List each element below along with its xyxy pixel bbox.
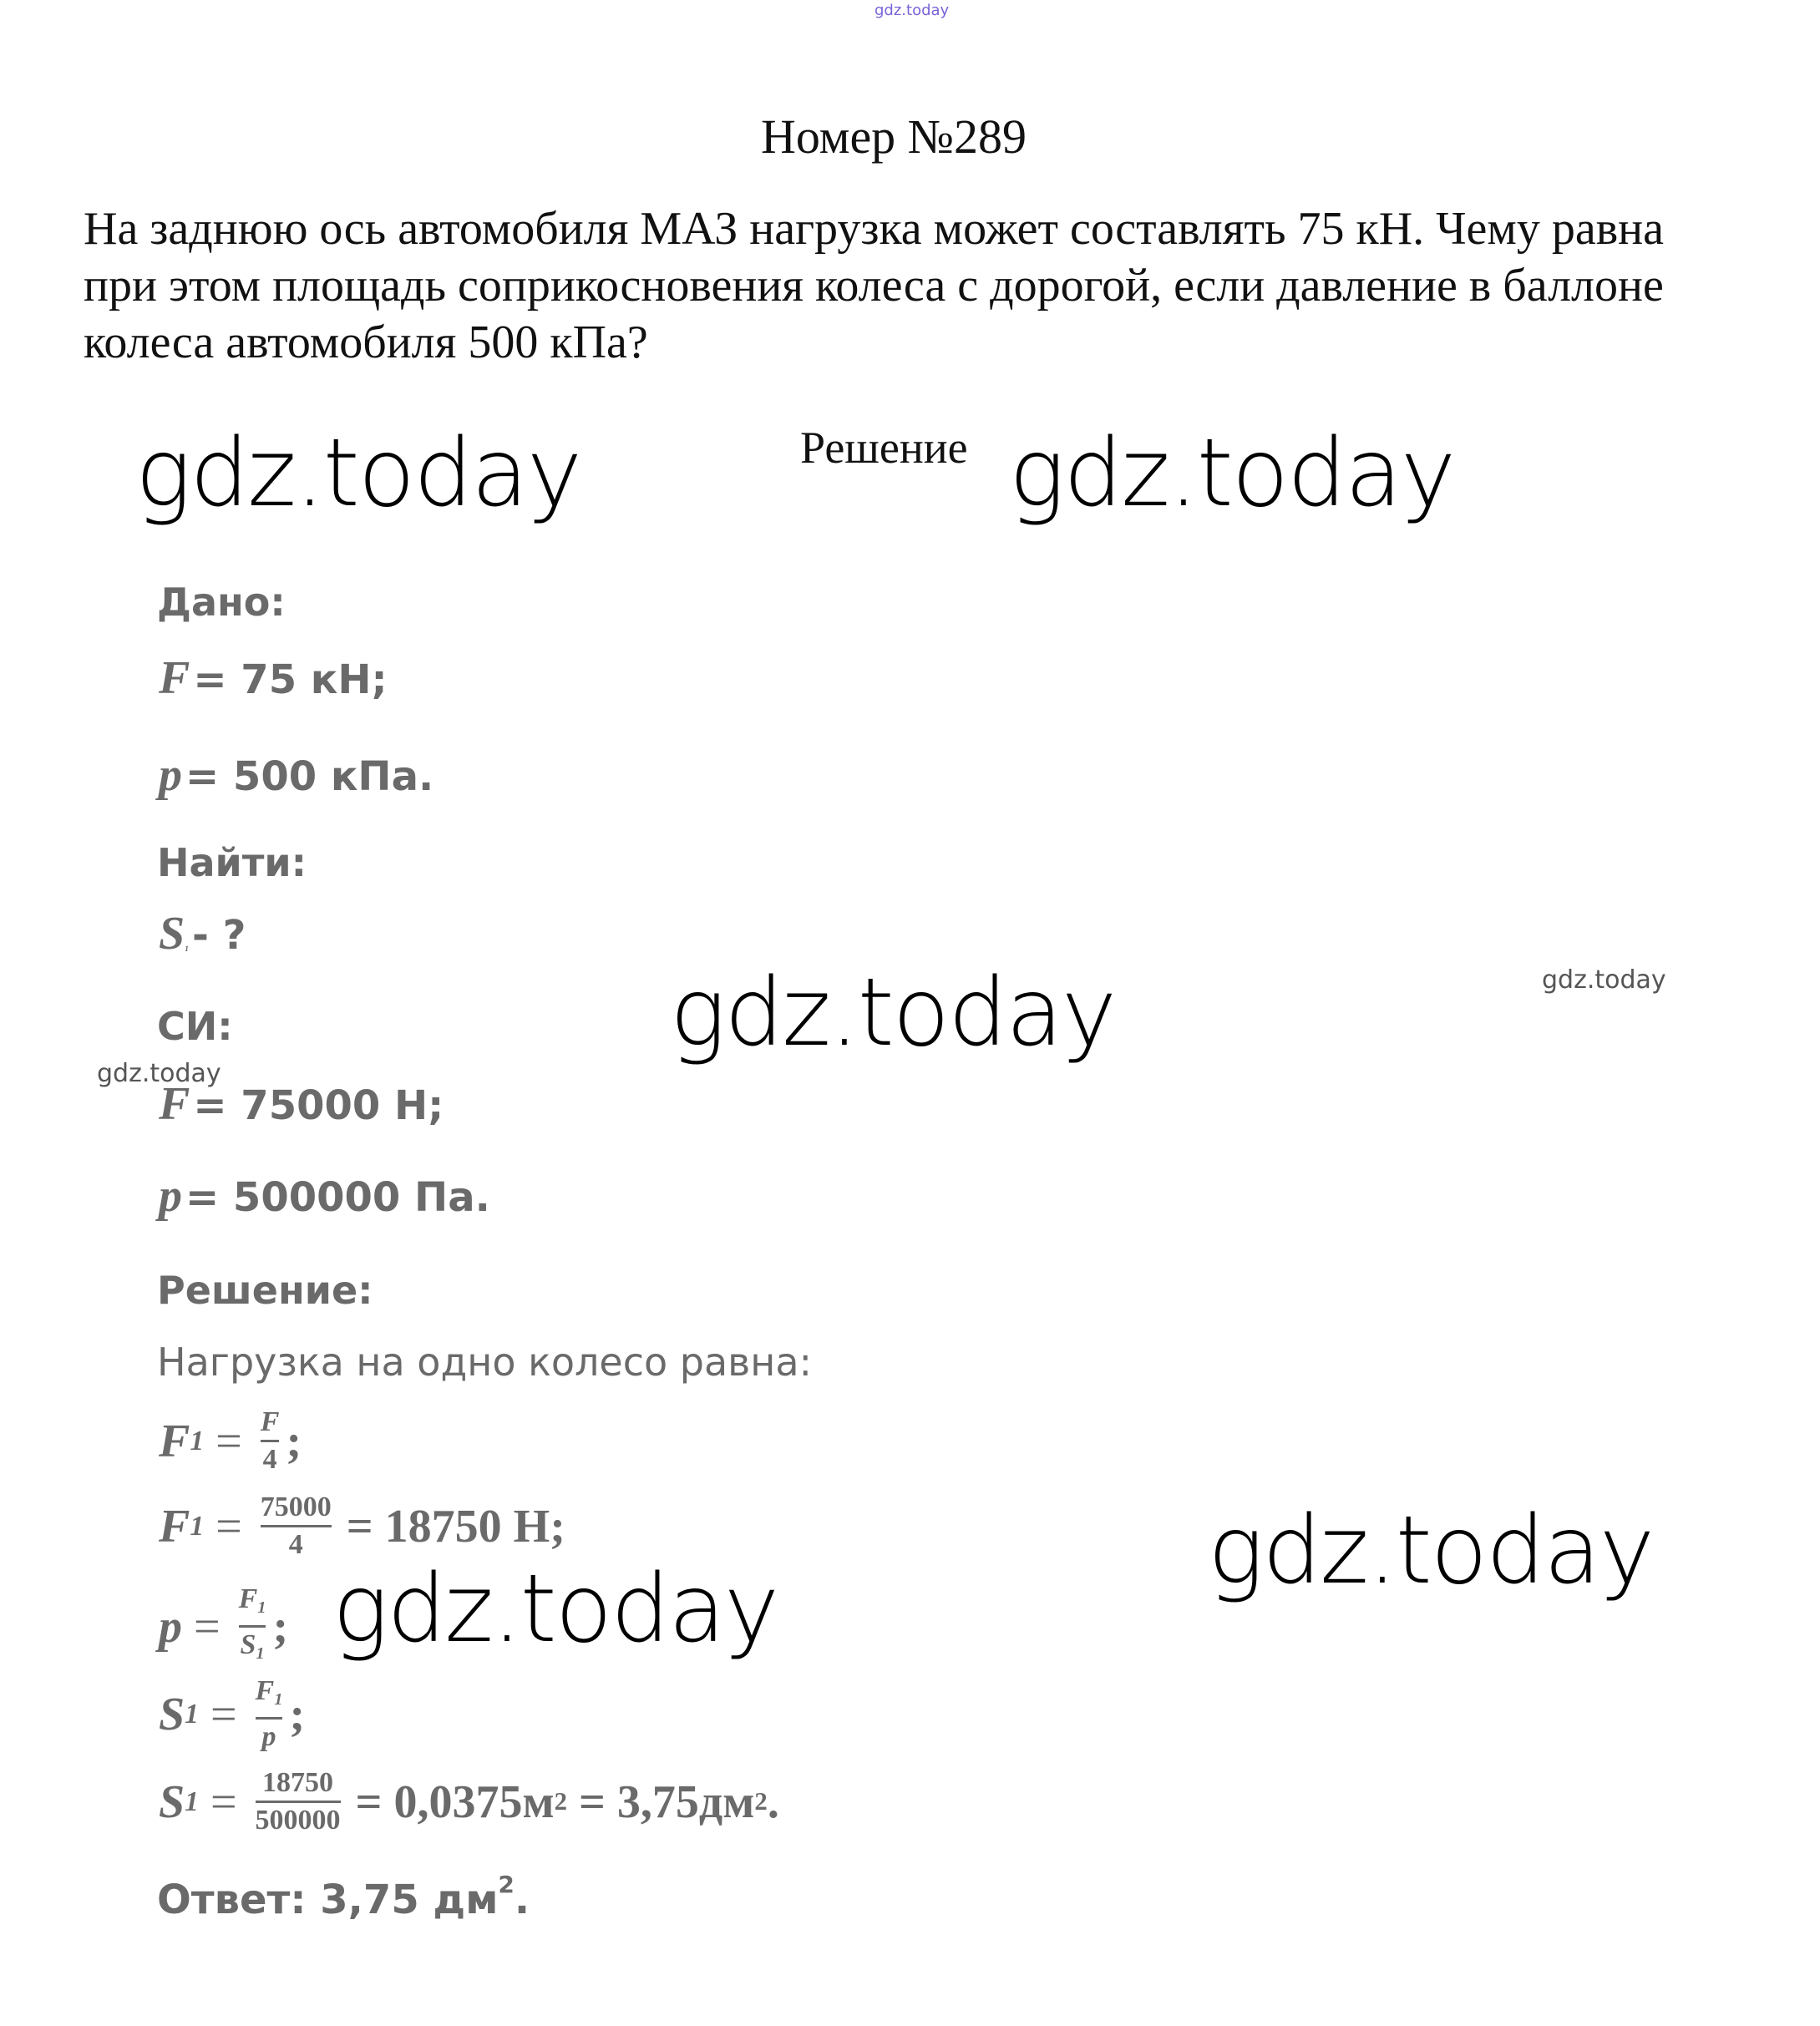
watermark: gdz.today	[1208, 1497, 1654, 1605]
fraction	[261, 1406, 280, 1476]
subscript: 1	[185, 1785, 199, 1817]
area-result-m2: = 0,0375м	[355, 1775, 555, 1828]
fraction-denominator: 4	[288, 1529, 303, 1560]
given-force-value: = 75 кН;	[193, 656, 388, 703]
watermark: gdz.today	[135, 419, 581, 528]
symbol-F: F	[238, 1583, 258, 1614]
formula-f1-value: F 1 = $\frac{75000}{4}$ = 18750 Н;	[159, 1492, 565, 1560]
symbol-S: S	[159, 1775, 185, 1828]
answer-text: Ответ: 3,75 дм	[157, 1877, 499, 1924]
symbol-F: F	[159, 1500, 190, 1552]
symbol-p: p	[159, 749, 182, 801]
area-result-dm2: = 3,75дм	[579, 1775, 755, 1828]
subscript: 1	[274, 1690, 283, 1709]
subscript: 1	[185, 1698, 199, 1730]
symbol-F: F	[159, 652, 190, 704]
given-pressure-value: = 500 кПа.	[185, 753, 434, 800]
si-pressure-value: = 500000 Па.	[185, 1174, 490, 1221]
symbol-p: p	[159, 1170, 182, 1222]
superscript: 2	[498, 1871, 515, 1898]
fraction	[256, 1767, 341, 1836]
fraction-denominator: 4	[262, 1444, 277, 1475]
symbol-p: p	[159, 1600, 182, 1653]
solution-label: Решение	[800, 423, 968, 473]
problem-text: На заднюю ось автомобиля МАЗ нагрузка может составлять 75 кН. Чему равна при этом площадь соприкосновения колеса с дорогой, если давление в баллоне колеса автомобиля 500 кПа?	[84, 203, 1664, 368]
watermark: gdz.today	[1009, 419, 1455, 528]
f1-result: = 18750 Н;	[346, 1500, 565, 1552]
subscript: 1	[185, 944, 189, 954]
formula-pressure: p = $\frac{F_1}{S_1}$ ;	[159, 1583, 288, 1669]
fraction-numerator: 75000	[260, 1492, 332, 1522]
watermark: gdz.today	[332, 1555, 778, 1664]
watermark: gdz.today	[670, 959, 1116, 1067]
given-force	[159, 651, 388, 705]
symbol-S: S	[159, 908, 185, 960]
solution-heading: Решение:	[157, 1268, 373, 1313]
symbol-p: p	[261, 1721, 276, 1753]
si-heading: СИ:	[157, 1004, 233, 1049]
solution-intro: Нагрузка на одно колесо равна:	[157, 1340, 813, 1385]
formula-area: S 1 = $\frac{F_1}{p}$ ;	[159, 1675, 306, 1753]
watermark-small: gdz.today	[97, 1059, 221, 1088]
find-heading: Найти:	[157, 840, 307, 885]
symbol-S: S	[240, 1629, 256, 1661]
subscript: 1	[190, 1425, 205, 1456]
find-unknown: - ?	[191, 912, 246, 959]
symbol-S: S	[159, 1688, 185, 1740]
superscript: 2	[754, 1787, 768, 1816]
fraction	[239, 1583, 266, 1669]
page-title: Номер №289	[760, 109, 1027, 164]
fraction-numerator: F	[260, 1406, 280, 1437]
si-force-value: = 75000 Н;	[193, 1082, 444, 1129]
subscript: 1	[257, 1598, 266, 1618]
formula-f1: F 1 = $\frac{F}{4}$ ;	[159, 1406, 302, 1475]
symbol-F: F	[159, 1415, 190, 1467]
find-value	[159, 907, 246, 960]
si-pressure	[159, 1169, 490, 1223]
fraction	[256, 1675, 283, 1753]
formula-area-value: S 1 = $\frac{18750}{500000}$ = 0,0375м 2 = 3,75дм 2 .	[159, 1767, 779, 1836]
watermark-small: gdz.today	[1542, 965, 1666, 995]
top-watermark: gdz.today	[875, 2, 950, 19]
superscript: 2	[554, 1787, 568, 1816]
fraction	[261, 1492, 332, 1561]
si-force	[159, 1077, 444, 1131]
symbol-F: F	[159, 1078, 190, 1130]
subscript: 1	[190, 1510, 205, 1542]
subscript: 1	[256, 1644, 265, 1664]
given-pressure	[159, 748, 433, 802]
symbol-F: F	[255, 1675, 275, 1706]
fraction-denominator: 500000	[255, 1805, 341, 1836]
given-heading: Дано:	[157, 580, 286, 625]
fraction-numerator: 18750	[262, 1767, 334, 1798]
answer: Ответ: 3,75 $дм^2$.	[157, 1871, 530, 1924]
